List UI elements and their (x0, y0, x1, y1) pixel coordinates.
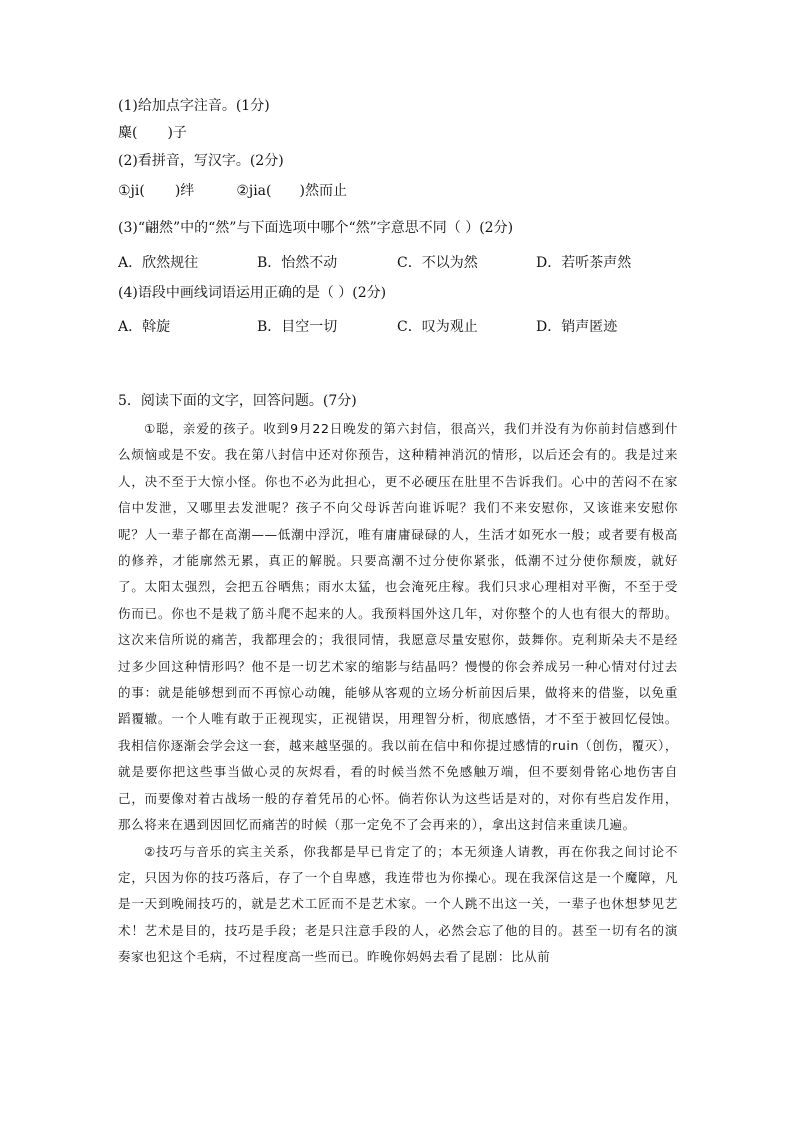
question-5-title: 5．阅读下面的文字，回答问题。(7分) (118, 393, 357, 409)
question-3-option-c: C．不以为然 (397, 255, 478, 271)
question-2-item-1-after: )绊 (174, 183, 195, 199)
question-4-option-b: B．目空一切 (257, 319, 338, 335)
question-3-option-d: D．若听茶声然 (536, 255, 632, 271)
question-2-item-1-before: ①ji( (118, 183, 145, 199)
question-3-option-a: A．欣然规往 (118, 255, 199, 271)
question-2-item-2-after: )然而止 (299, 183, 347, 199)
question-1-word-before: 麋( (118, 125, 138, 141)
question-1-prompt: (1)给加点字注音。(1分) (118, 98, 270, 114)
question-1-word (118, 124, 187, 142)
question-2-item-2-before: ②jia( (236, 183, 272, 199)
question-3-prompt: (3)“翩然”中的“然”与下面选项中哪个“然”字意思不同（ ）(2分) (118, 220, 514, 236)
passage-paragraph-2: ②技巧与音乐的宾主关系，你我都是早已肯定了的；本无须逢人请教，再在你我之间讨论不定，只因为你的技巧落后，存了一个自卑感，我连带也为你操心。现在我深信这是一个魔障，凡是一天到晚闹技巧的，就是艺术工匠而不是艺术家。一个人跳不出这一关，一辈子也休想梦见艺术！艺术是目的，技巧是手段；老是只注意手段的人，必然会忘了他的目的。甚至一切有名的演奏家也犯这个毛病，不过程度高一些而已。昨晚你妈妈去看了昆剧：比从前 (118, 843, 678, 965)
question-4-option-a: A．斡旋 (118, 319, 171, 335)
question-3-option-b: B．怡然不动 (257, 255, 338, 271)
question-4-prompt: (4)语段中画线词语运用正确的是（ ）(2分) (118, 285, 387, 301)
question-4-option-c: C．叹为观止 (397, 319, 478, 335)
reading-passage (118, 416, 678, 971)
question-1-word-after: )子 (167, 125, 187, 141)
question-4-option-d: D．销声匿迹 (536, 319, 618, 335)
question-2-prompt: (2)看拼音，写汉字。(2分) (118, 153, 284, 169)
question-2-items (118, 182, 347, 200)
passage-paragraph-1: ①聪，亲爱的孩子。收到9月22日晚发的第六封信，很高兴，我们并没有为你前封信感到什么烦恼或是不安。我在第八封信中还对你预告，这种精神消沉的情形，以后还会有的。我是过来人，决不至于大惊小怪。你也不必为此担心，更不必硬压在肚里不告诉我们。心中的苦闷不在家信中发泄，又哪里去发泄呢？孩子不向父母诉苦向谁诉呢？我们不来安慰你，又该谁来安慰你呢？人一辈子都在高潮——低潮中浮沉，唯有庸庸碌碌的人，生活才如死水一般；或者要有极高的修养，才能廓然无累，真正的解脱。只要高潮不过分使你紧张，低潮不过分使你颓废，就好了。太阳太强烈，会把五谷晒焦；雨水太猛，也会淹死庄稼。我们只求心理相对平衡，不至于受伤而已。你也不是栽了筋斗爬不起来的人。我预料国外这几年，对你整个的人也有很大的帮助。这次来信所说的痛苦，我都理会的；我很同情，我愿意尽量安慰你，鼓舞你。克利斯朵夫不是经过多少回这种情形吗？他不是一切艺术家的缩影与结晶吗？慢慢的你会养成另一种心情对付过去的事：就是能够想到而不再惊心动魄，能够从客观的立场分析前因后果，做将来的借鉴，以免重蹈覆辙。一个人唯有敢于正视现实，正视错误，用理智分析，彻底感悟，才不至于被回忆侵蚀。我相信你逐渐会学会这一套，越来越坚强的。我以前在信中和你提过感情的ruin（创伤，覆灭），就是要你把这些事当做心灵的灰烬看，看的时候当然不免感触万端，但不要刻骨铭心地伤害自己，而要像对着古战场一般的存着凭吊的心怀。倘若你认为这些话是对的，对你有些启发作用，那么将来在遇到因回忆而痛苦的时候（那一定免不了会再来的），拿出这封信来重读几遍。 (118, 421, 678, 833)
